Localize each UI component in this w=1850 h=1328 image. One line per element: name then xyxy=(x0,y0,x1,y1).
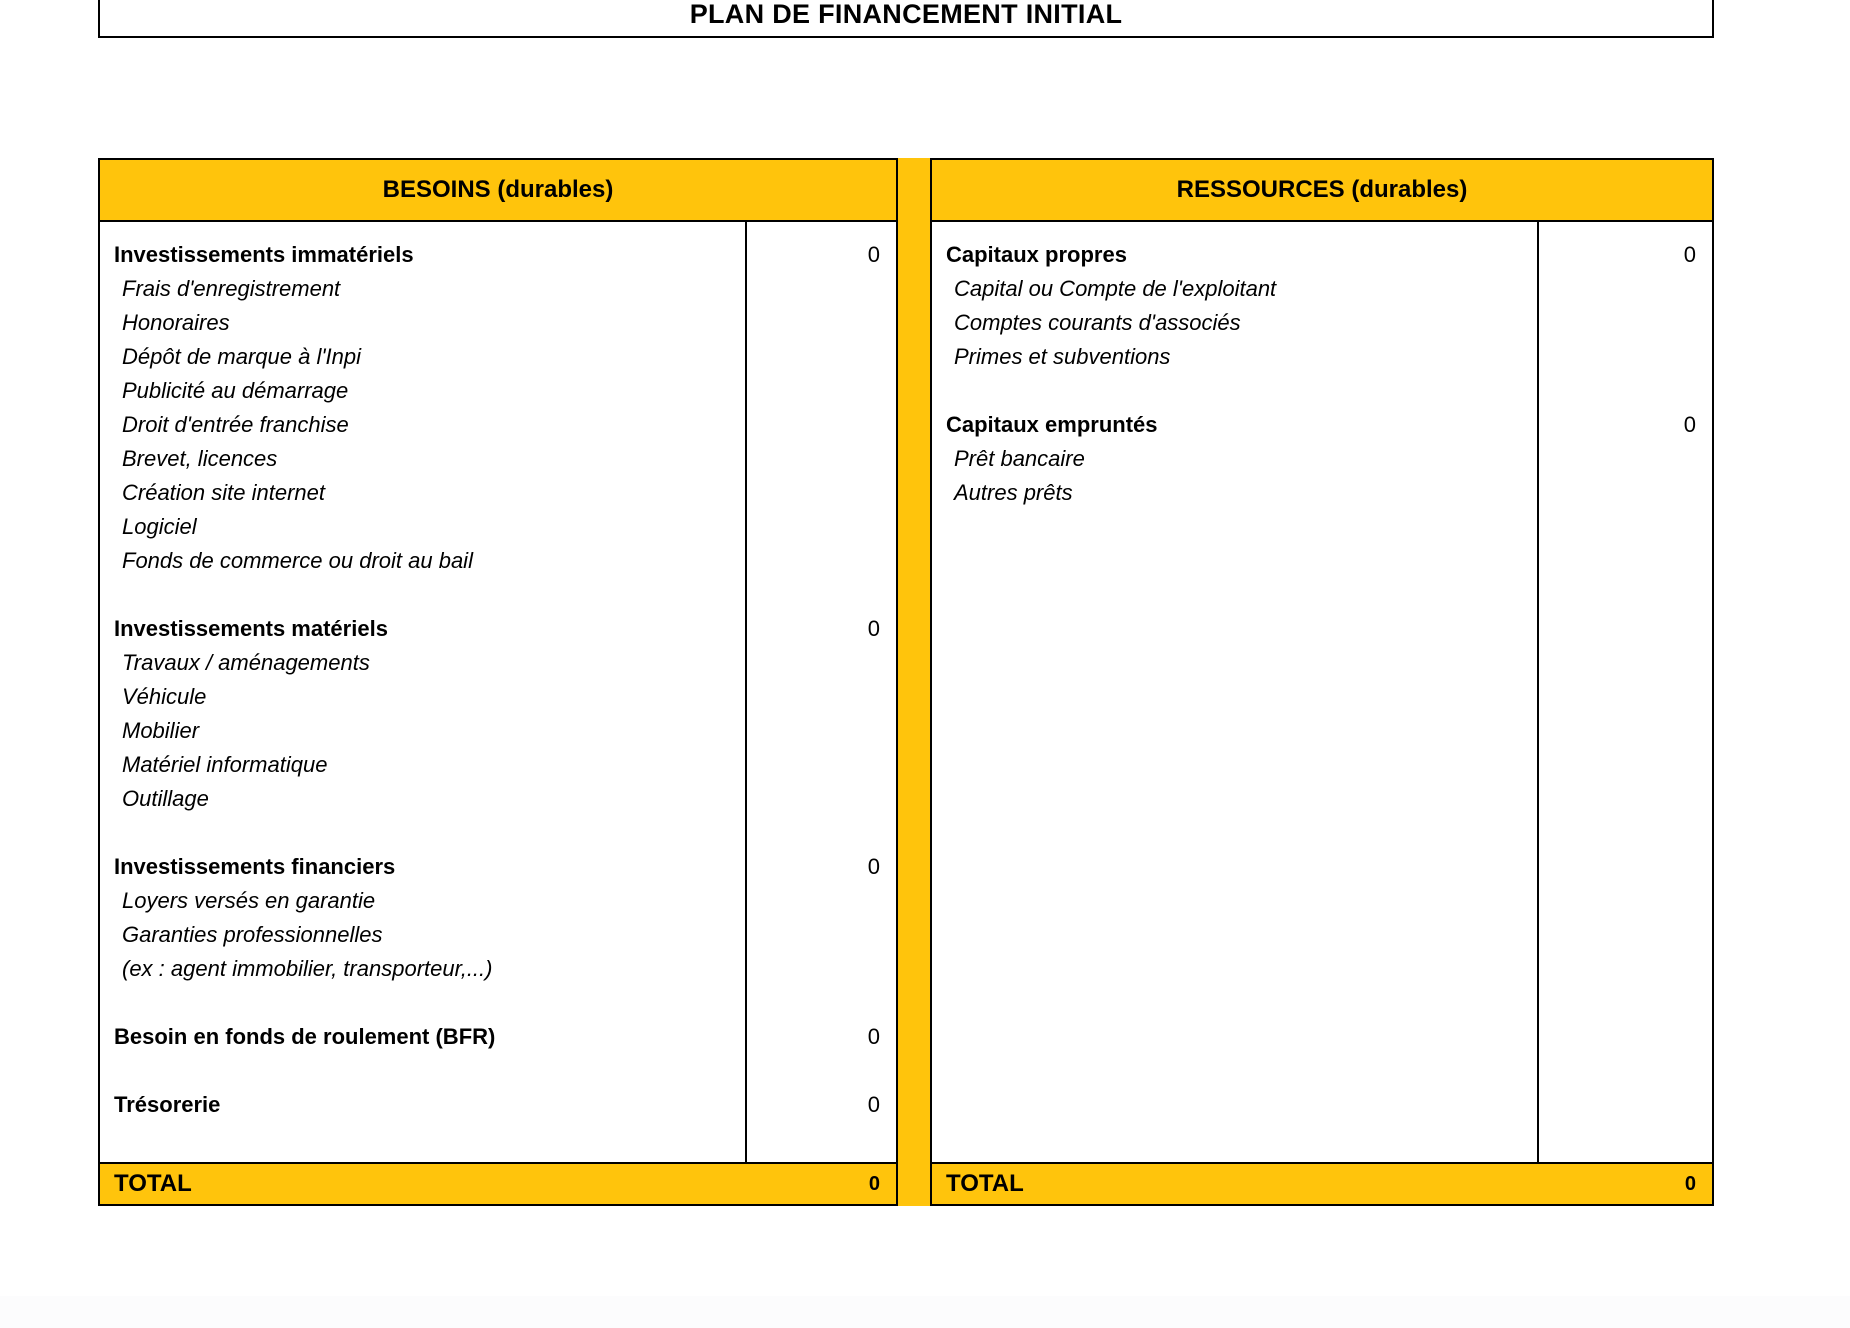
group-item-row xyxy=(100,782,896,816)
group-item-label: Comptes courants d'associés xyxy=(954,310,1241,335)
group-item-row xyxy=(100,272,896,306)
group-spacer xyxy=(100,986,896,1020)
besoins-body xyxy=(98,222,898,1162)
group-spacer xyxy=(100,578,896,612)
ressources-total-row xyxy=(930,1162,1714,1206)
group-spacer xyxy=(100,1054,896,1088)
group-heading-row xyxy=(100,1088,896,1122)
group-item-label: Garanties professionnelles xyxy=(122,922,383,947)
group-heading-value[interactable]: 0 xyxy=(1683,242,1696,267)
besoins-total-row xyxy=(98,1162,898,1206)
group-heading-row xyxy=(100,612,896,646)
group-item-row xyxy=(100,510,896,544)
group-item-row xyxy=(100,918,896,952)
document-title-box xyxy=(98,0,1714,38)
group-heading-label: Capitaux propres xyxy=(946,242,1127,267)
group-item-row xyxy=(100,714,896,748)
besoins-total-value: 0 xyxy=(868,1172,880,1195)
group-item-row xyxy=(932,340,1712,374)
group-item-label: Logiciel xyxy=(122,514,197,539)
besoins-total-label: TOTAL xyxy=(114,1170,192,1197)
group-heading-row xyxy=(932,238,1712,272)
group-item-label: Honoraires xyxy=(122,310,230,335)
group-item-label: Primes et subventions xyxy=(954,344,1171,369)
group-spacer xyxy=(932,374,1712,408)
panel-separator xyxy=(898,158,930,1206)
group-item-label: Publicité au démarrage xyxy=(122,378,349,403)
besoins-column-divider xyxy=(745,222,747,1162)
group-item-label: Autres prêts xyxy=(954,480,1073,505)
group-item-row xyxy=(100,680,896,714)
ressources-column-divider xyxy=(1537,222,1539,1162)
ressources-rows xyxy=(932,238,1712,510)
group-heading-row xyxy=(100,1020,896,1054)
group-item-label: Mobilier xyxy=(122,718,200,743)
group-heading-value[interactable]: 0 xyxy=(867,854,880,879)
group-heading-value[interactable]: 0 xyxy=(867,1024,880,1049)
group-item-row xyxy=(100,884,896,918)
group-heading-label: Besoin en fonds de roulement (BFR) xyxy=(114,1024,496,1049)
ressources-header: RESSOURCES (durables) xyxy=(930,158,1714,222)
group-item-row xyxy=(100,340,896,374)
besoins-panel xyxy=(98,158,898,1206)
group-item-label: Fonds de commerce ou droit au bail xyxy=(122,548,473,573)
besoins-rows xyxy=(100,238,896,1122)
group-item-label: (ex : agent immobilier, transporteur,...) xyxy=(122,956,493,981)
group-heading-value[interactable]: 0 xyxy=(867,242,880,267)
group-item-row xyxy=(100,476,896,510)
group-item-row xyxy=(100,442,896,476)
ressources-body xyxy=(930,222,1714,1162)
ressources-panel xyxy=(930,158,1714,1206)
group-item-row xyxy=(100,374,896,408)
group-item-row xyxy=(100,952,896,986)
group-item-row xyxy=(932,272,1712,306)
besoins-header: BESOINS (durables) xyxy=(98,158,898,222)
group-item-label: Matériel informatique xyxy=(122,752,328,777)
group-heading-row xyxy=(932,408,1712,442)
group-item-row xyxy=(932,306,1712,340)
page-title: PLAN DE FINANCEMENT INITIAL xyxy=(689,0,1123,29)
group-item-row xyxy=(932,476,1712,510)
group-item-row xyxy=(100,408,896,442)
group-item-label: Brevet, licences xyxy=(122,446,278,471)
ressources-total-label: TOTAL xyxy=(946,1170,1024,1197)
group-heading-label: Capitaux empruntés xyxy=(946,412,1158,437)
group-heading-label: Investissements matériels xyxy=(114,616,388,641)
group-spacer xyxy=(100,816,896,850)
group-heading-value[interactable]: 0 xyxy=(1683,412,1696,437)
group-item-row xyxy=(100,646,896,680)
group-item-row xyxy=(100,306,896,340)
group-item-row xyxy=(100,748,896,782)
bottom-band xyxy=(0,1296,1850,1328)
group-item-label: Dépôt de marque à l'Inpi xyxy=(122,344,362,369)
ressources-total-value: 0 xyxy=(1684,1172,1696,1195)
group-heading-row xyxy=(100,850,896,884)
group-heading-label: Trésorerie xyxy=(114,1092,221,1117)
group-item-label: Droit d'entrée franchise xyxy=(122,412,349,437)
group-item-label: Véhicule xyxy=(122,684,207,709)
group-heading-row xyxy=(100,238,896,272)
group-item-row xyxy=(932,442,1712,476)
group-item-label: Capital ou Compte de l'exploitant xyxy=(954,276,1277,301)
group-heading-value[interactable]: 0 xyxy=(867,1092,880,1117)
group-item-label: Frais d'enregistrement xyxy=(122,276,341,301)
group-item-label: Création site internet xyxy=(122,480,325,505)
group-heading-label: Investissements immatériels xyxy=(114,242,414,267)
group-item-label: Prêt bancaire xyxy=(954,446,1085,471)
financing-plan-tables xyxy=(98,158,1714,1206)
group-item-label: Loyers versés en garantie xyxy=(122,888,376,913)
group-heading-value[interactable]: 0 xyxy=(867,616,880,641)
group-item-label: Outillage xyxy=(122,786,209,811)
group-heading-label: Investissements financiers xyxy=(114,854,396,879)
group-item-label: Travaux / aménagements xyxy=(122,650,370,675)
group-item-row xyxy=(100,544,896,578)
